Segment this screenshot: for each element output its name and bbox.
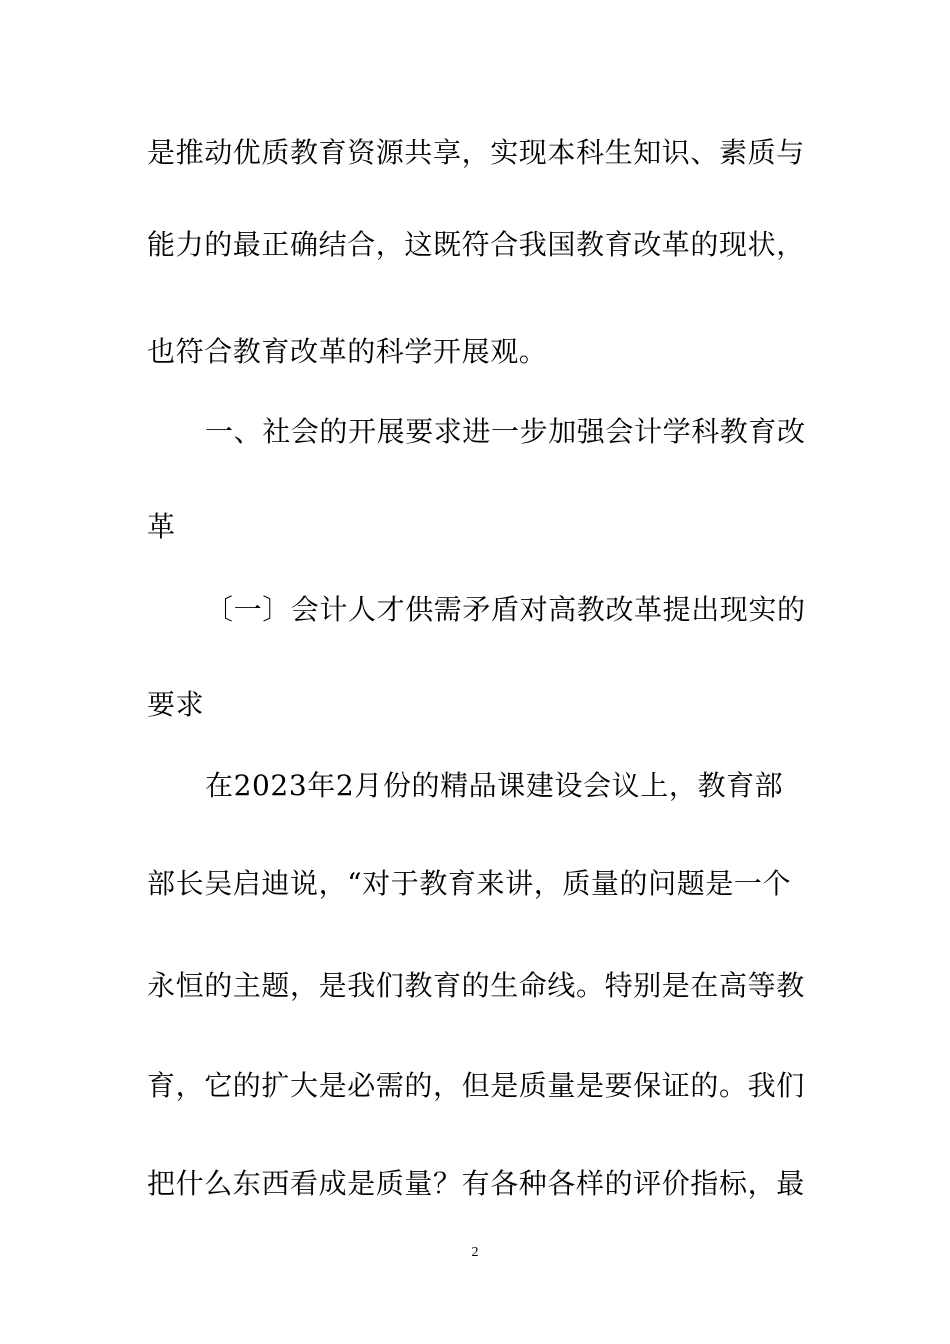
paragraph-line-1: 在2023年2月份的精品课建设会议上，教育部 [205, 769, 784, 802]
page-number: 2 [471, 1245, 479, 1260]
subsection-heading-1-continuation: 要求 [147, 688, 205, 721]
paragraph-line-3: 永恒的主题，是我们教育的生命线。特别是在高等教 [147, 969, 805, 1002]
text-line-1: 是推动优质教育资源共享，实现本科生知识、素质与 [147, 136, 805, 169]
paragraph-line-5: 把什么东西看成是质量？有各种各样的评价指标，最 [147, 1167, 805, 1200]
text-line-2: 能力的最正确结合，这既符合我国教育改革的现状， [147, 228, 805, 261]
paragraph-line-4: 育，它的扩大是必需的，但是质量是要保证的。我们 [147, 1069, 805, 1102]
paragraph-line-2: 部长吴启迪说，“对于教育来讲，质量的问题是一个 [147, 867, 792, 900]
subsection-heading-1: 〔一〕会计人才供需矛盾对高教改革提出现实的 [205, 593, 806, 626]
text-line-3: 也符合教育改革的科学开展观。 [147, 335, 548, 368]
section-heading-1: 一、社会的开展要求进一步加强会计学科教育改 [205, 415, 806, 448]
section-heading-1-continuation: 革 [147, 510, 176, 543]
